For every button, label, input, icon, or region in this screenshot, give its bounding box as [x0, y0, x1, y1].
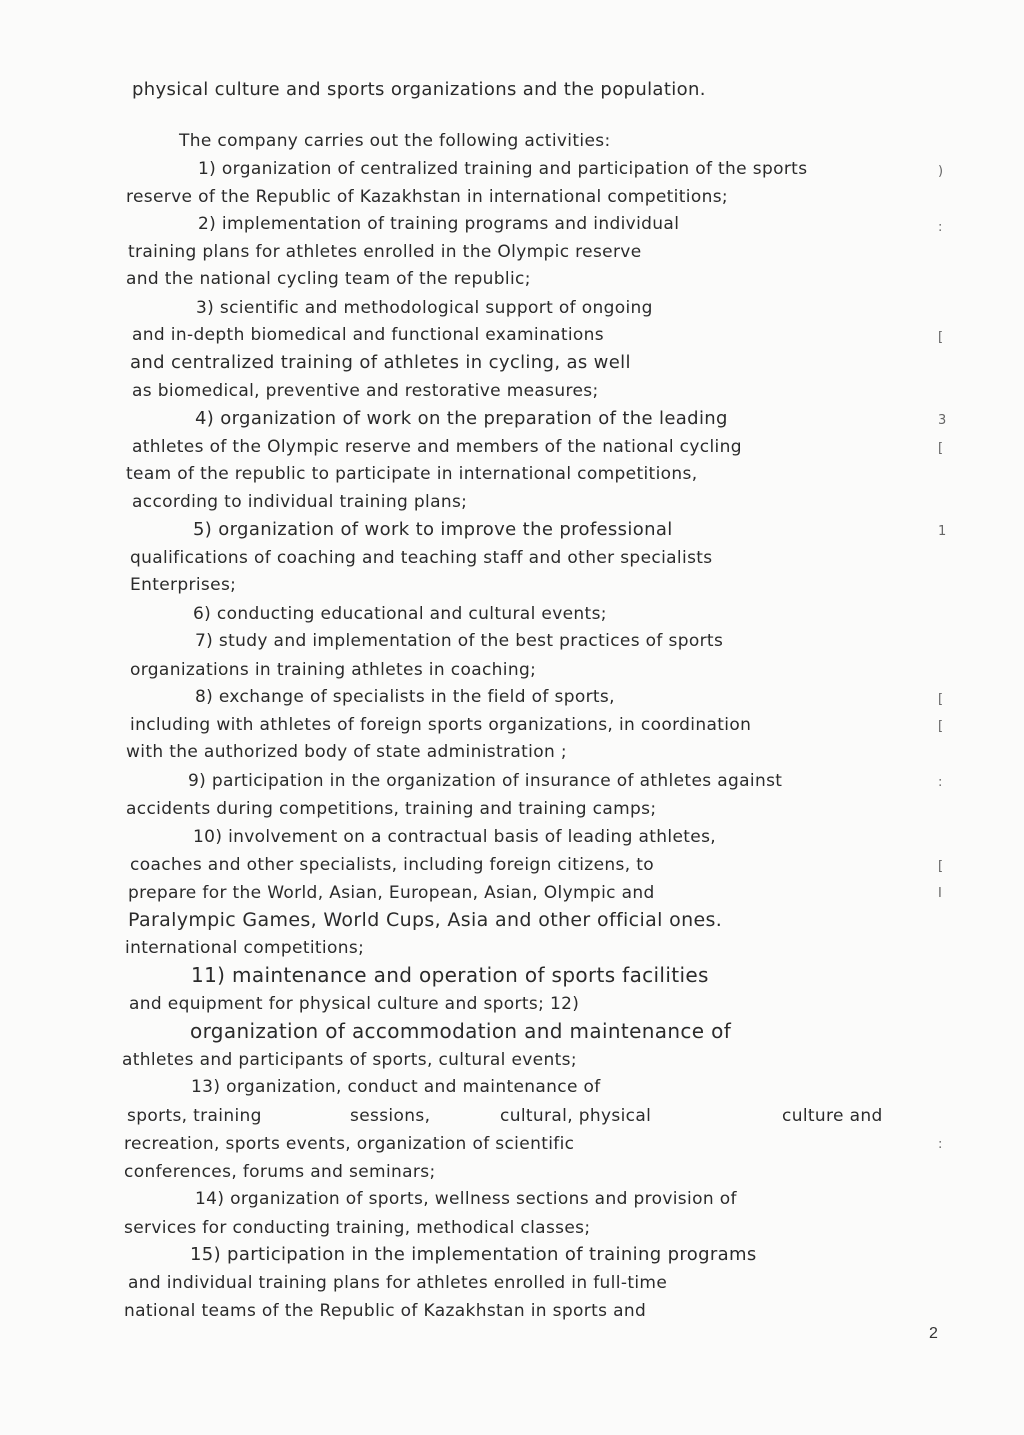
margin-mark: [	[938, 692, 944, 707]
margin-mark: [	[938, 719, 944, 734]
list-item-8: 8) exchange of specialists in the field of sports,	[195, 687, 615, 707]
margin-mark: [	[938, 330, 944, 345]
list-item-13: 13) organization, conduct and maintenance of	[191, 1077, 601, 1097]
margin-mark: I	[938, 886, 942, 901]
text-line: recreation, sports events, organization of scientific	[124, 1134, 575, 1154]
text-line: training plans for athletes enrolled in the Olympic reserve	[128, 242, 642, 262]
margin-mark: )	[938, 164, 944, 179]
margin-mark: 1	[938, 524, 947, 539]
text-fragment: sports, training	[127, 1106, 262, 1126]
text-line: and the national cycling team of the republic;	[126, 269, 531, 289]
text-line: Enterprises;	[130, 575, 237, 595]
text-line: and in-depth biomedical and functional examinations	[132, 325, 605, 345]
text-fragment: cultural, physical	[500, 1106, 652, 1126]
text-line: Paralympic Games, World Cups, Asia and other official ones.	[128, 909, 723, 931]
text-line: qualifications of coaching and teaching staff and other specialists	[130, 548, 713, 568]
text-line: athletes of the Olympic reserve and members of the national cycling	[132, 437, 742, 457]
list-item-10: 10) involvement on a contractual basis of leading athletes,	[193, 827, 717, 847]
list-item-3: 3) scientific and methodological support of ongoing	[196, 298, 653, 318]
list-item-6: 6) conducting educational and cultural events;	[193, 604, 607, 624]
text-line: coaches and other specialists, including foreign citizens, to	[130, 855, 654, 875]
list-item-5: 5) organization of work to improve the professional	[193, 519, 673, 540]
list-item-11: 11) maintenance and operation of sports facilities	[191, 963, 709, 987]
margin-mark: [	[938, 441, 944, 456]
text-line: athletes and participants of sports, cultural events;	[122, 1050, 577, 1070]
text-line: prepare for the World, Asian, European, Asian, Olympic and	[128, 883, 655, 903]
text-line: accidents during competitions, training and training camps;	[126, 799, 657, 819]
list-item-9: 9) participation in the organization of insurance of athletes against	[188, 771, 783, 791]
text-fragment: sessions,	[350, 1106, 431, 1126]
list-item-14: 14) organization of sports, wellness sections and provision of	[195, 1189, 737, 1209]
text-line: team of the republic to participate in international competitions,	[126, 464, 698, 484]
margin-mark: [	[938, 859, 944, 874]
text-line: according to individual training plans;	[132, 492, 468, 512]
margin-mark: :	[938, 775, 943, 790]
text-line: and individual training plans for athletes enrolled in full-time	[128, 1273, 668, 1293]
margin-mark: :	[938, 1137, 943, 1152]
list-item-7: 7) study and implementation of the best practices of sports	[195, 631, 724, 651]
text-line: services for conducting training, methodical classes;	[124, 1218, 591, 1238]
margin-mark: :	[938, 220, 943, 235]
text-line: reserve of the Republic of Kazakhstan in international competitions;	[126, 187, 728, 207]
margin-mark: 3	[938, 413, 947, 428]
list-item-1: 1) organization of centralized training and participation of the sports	[198, 159, 808, 179]
page-number: 2	[929, 1325, 938, 1342]
text-fragment: culture and	[782, 1106, 883, 1126]
text-line: The company carries out the following activities:	[179, 131, 611, 151]
text-line: as biomedical, preventive and restorative measures;	[132, 381, 599, 401]
text-line: including with athletes of foreign sports organizations, in coordination	[130, 715, 752, 735]
text-line: organizations in training athletes in coaching;	[130, 660, 537, 680]
list-item-2: 2) implementation of training programs and individual	[198, 214, 680, 234]
text-line: and equipment for physical culture and sports; 12)	[129, 994, 580, 1014]
text-line: conferences, forums and seminars;	[124, 1162, 436, 1182]
text-line: organization of accommodation and maintenance of	[190, 1019, 732, 1043]
text-line: physical culture and sports organizations and the population.	[132, 79, 706, 100]
list-item-15: 15) participation in the implementation of training programs	[190, 1244, 757, 1265]
text-line: and centralized training of athletes in cycling, as well	[130, 352, 631, 373]
text-line: international competitions;	[125, 938, 365, 958]
list-item-4: 4) organization of work on the preparation of the leading	[195, 408, 728, 429]
text-line: with the authorized body of state administration ;	[126, 742, 567, 762]
text-line: national teams of the Republic of Kazakhstan in sports and	[124, 1301, 647, 1321]
